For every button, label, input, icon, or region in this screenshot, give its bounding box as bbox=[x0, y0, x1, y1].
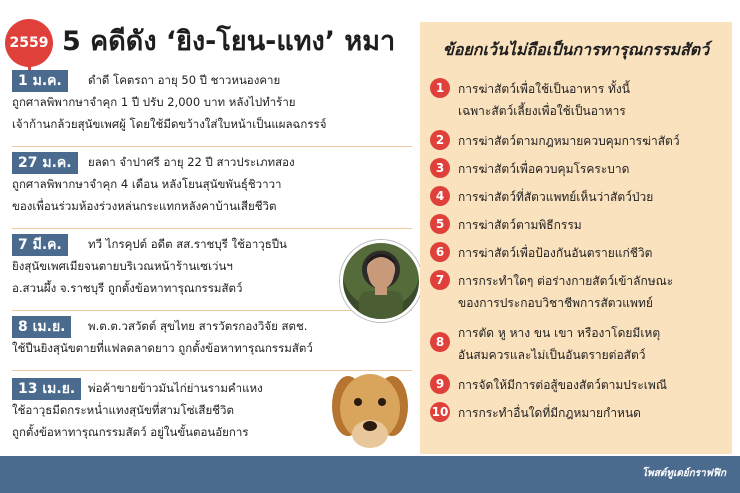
exception-line: การฆ่าสัตว์ที่สัตวแพทย์เห็นว่าสัตว์ป่วย bbox=[458, 190, 654, 204]
exception-line: การตัด หู หาง ขน เขา หรืองาโดยมีเหตุ bbox=[458, 326, 661, 340]
exceptions-panel bbox=[420, 22, 732, 454]
case-line: ยิงสุนัขเพศเมียจนตายบริเวณหน้าร้านเซเว่นฯ bbox=[12, 259, 233, 273]
case-line: ถูกตั้งข้อหาทารุณกรรมสัตว์ อยู่ในขั้นตอนอัยการ bbox=[12, 425, 249, 439]
exception-number: 4 bbox=[430, 186, 450, 206]
exception-line: การฆ่าสัตว์เพื่อควบคุมโรคระบาด bbox=[458, 162, 630, 176]
exception-line: เฉพาะสัตว์เลี้ยงเพื่อใช้เป็นอาหาร bbox=[458, 104, 626, 118]
exception-text bbox=[458, 322, 726, 366]
case-date-badge: 8 เม.ย. bbox=[12, 316, 71, 338]
case-line: ดำดี โคตรถา อายุ 50 ปี ชาวหนองคาย bbox=[88, 73, 281, 87]
exception-text bbox=[458, 374, 726, 396]
exception-text bbox=[458, 242, 726, 264]
case-line: อ.สวนผึ้ง จ.ราชบุรี ถูกตั้งข้อหาทารุณกรรมสัตว์ bbox=[12, 281, 243, 295]
exception-text bbox=[458, 78, 726, 122]
exception-number: 9 bbox=[430, 374, 450, 394]
exception-text bbox=[458, 130, 726, 152]
graphic-credit: โพสต์ทูเดย์กราฟฟิก bbox=[641, 468, 726, 479]
exception-text bbox=[458, 214, 726, 236]
exception-text bbox=[458, 270, 726, 314]
case-line: ใช้อาวุธมีดกระหน่ำแทงสุนัขที่สามโซ่เสียชีวิต bbox=[12, 403, 234, 417]
exceptions-title: ข้อยกเว้นไม่ถือเป็นการทารุณกรรมสัตว์ bbox=[442, 40, 710, 59]
dog-photo bbox=[318, 364, 410, 456]
case-text bbox=[12, 69, 412, 135]
case-item bbox=[12, 68, 412, 147]
exception-line: การกระทำอื่นใดที่มีกฎหมายกำหนด bbox=[458, 406, 641, 420]
exception-text bbox=[458, 402, 726, 424]
exception-line: การฆ่าสัตว์เพื่อป้องกันอันตรายแก่ชีวิต bbox=[458, 246, 653, 260]
case-text bbox=[12, 315, 412, 359]
case-line: ของเพื่อนร่วมห้องร่วงหล่นกระแทกหลังคาบ้านเสียชีวิต bbox=[12, 199, 277, 213]
exception-text bbox=[458, 186, 726, 208]
exception-line: การจัดให้มีการต่อสู้ของสัตว์ตามประเพณี bbox=[458, 378, 667, 392]
case-line: ทวี ไกรคุปต์ อดีต สส.ราชบุรี ใช้อาวุธปืน bbox=[88, 237, 287, 251]
exception-number: 8 bbox=[430, 332, 450, 352]
case-date-badge: 13 เม.ย. bbox=[12, 378, 81, 400]
exception-line: ของการประกอบวิชาชีพการสัตวแพทย์ bbox=[458, 296, 653, 310]
footer-bar bbox=[0, 456, 740, 493]
exception-text bbox=[458, 158, 726, 180]
case-date-badge: 7 มี.ค. bbox=[12, 234, 68, 256]
year-badge bbox=[5, 19, 53, 67]
exception-line: การฆ่าสัตว์ตามพิธีกรรม bbox=[458, 218, 582, 232]
case-line: พ.ต.ต.วสวัตต์ สุขไทย สารวัตรกองวิจัย สตช. bbox=[88, 319, 308, 333]
exception-line: อันสมควรและไม่เป็นอันตรายต่อสัตว์ bbox=[458, 348, 646, 362]
exception-line: การฆ่าสัตว์ตามกฎหมายควบคุมการฆ่าสัตว์ bbox=[458, 134, 680, 148]
exception-number: 3 bbox=[430, 158, 450, 178]
case-line: พ่อค้าขายข้าวมันไก่ย่านรามคำแหง bbox=[88, 381, 263, 395]
portrait-photo bbox=[340, 240, 422, 322]
exception-number: 2 bbox=[430, 130, 450, 150]
case-line: ใช้ปืนยิงสุนัขตายที่แฟลตลาดยาว ถูกตั้งข้อหาทารุณกรรมสัตว์ bbox=[12, 341, 313, 355]
case-date-badge: 1 ม.ค. bbox=[12, 70, 68, 92]
case-line: ยลดา จำปาศรี อายุ 22 ปี สาวประเภทสอง bbox=[88, 155, 295, 169]
case-line: ถูกศาลพิพากษาจำคุก 4 เดือน หลังโยนสุนัขพันธุ์ชิวาวา bbox=[12, 177, 282, 191]
exception-number: 1 bbox=[430, 78, 450, 98]
case-text bbox=[12, 151, 412, 217]
exception-line: การฆ่าสัตว์เพื่อใช้เป็นอาหาร ทั้งนี้ bbox=[458, 82, 630, 96]
case-line: เจ้าก้านกล้วยสุนัขเพศผู้ โดยใช้มีดขว้างใส่ใบหน้าเป็นแผลฉกรรจ์ bbox=[12, 117, 327, 131]
exception-number: 6 bbox=[430, 242, 450, 262]
exception-number: 5 bbox=[430, 214, 450, 234]
case-item bbox=[12, 150, 412, 229]
exception-number: 7 bbox=[430, 270, 450, 290]
case-item bbox=[12, 314, 412, 371]
headline: 5 คดีดัง ‘ยิง-โยน-แทง’ หมา bbox=[62, 26, 396, 57]
exception-line: การกระทำใดๆ ต่อร่างกายสัตว์เข้าลักษณะ bbox=[458, 274, 674, 288]
exception-number: 10 bbox=[430, 402, 450, 422]
case-line: ถูกศาลพิพากษาจำคุก 1 ปี ปรับ 2,000 บาท หลังไปทำร้าย bbox=[12, 95, 296, 109]
case-date-badge: 27 ม.ค. bbox=[12, 152, 78, 174]
year-label: 2559 bbox=[9, 35, 49, 51]
